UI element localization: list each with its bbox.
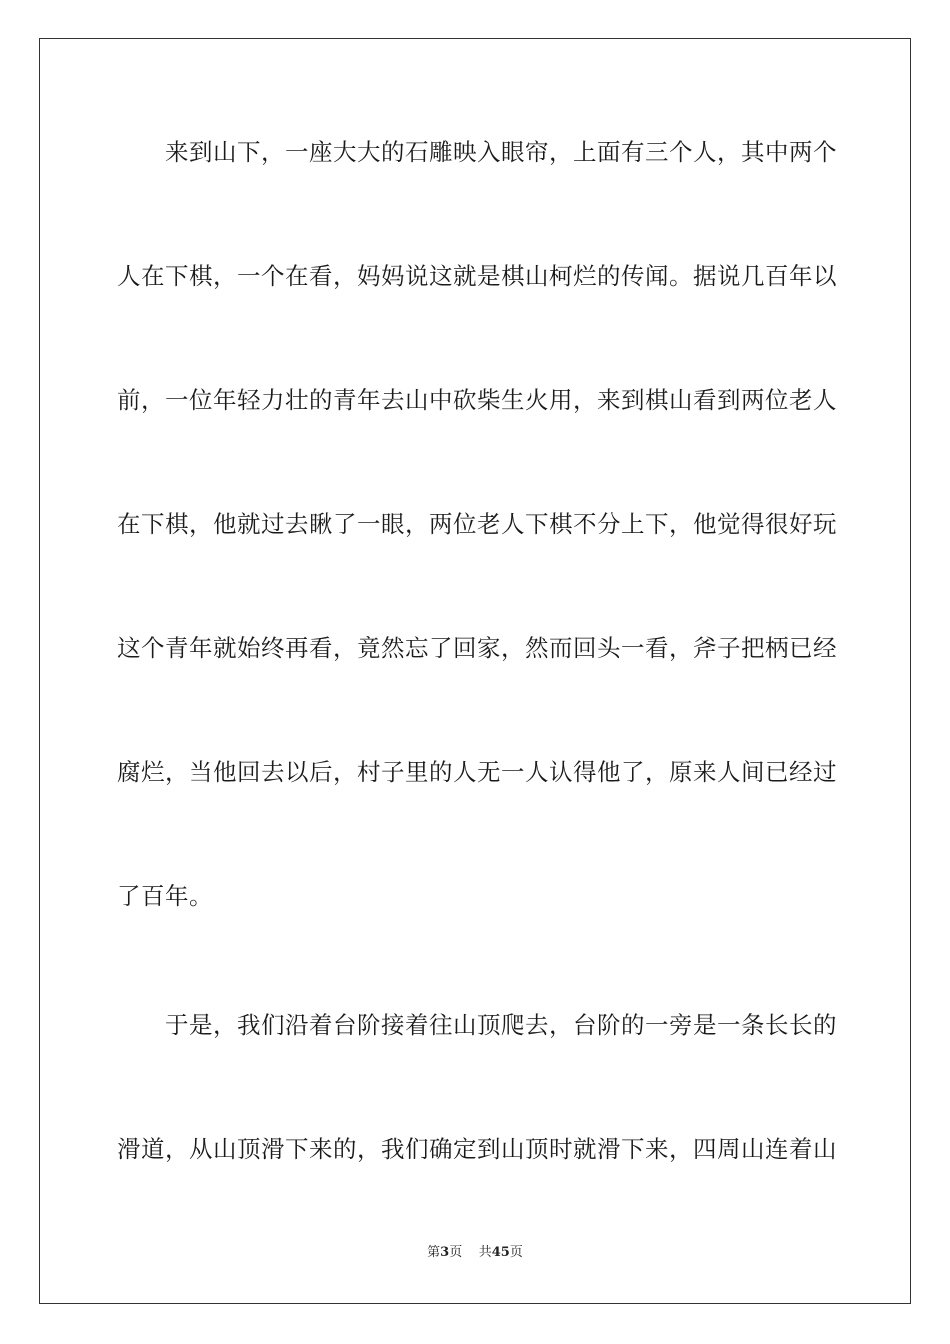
paragraph-1-line-4: 在下棋，他就过去瞅了一眼，两位老人下棋不分上下，他觉得很好玩: [117, 510, 837, 538]
page-number: 3: [440, 1245, 450, 1260]
paragraph-1-line-7: 了百年。: [117, 882, 213, 910]
paragraph-1-line-1: 来到山下，一座大大的石雕映入眼帘，上面有三个人，其中两个: [165, 138, 837, 166]
paragraph-1-line-5: 这个青年就始终再看，竟然忘了回家，然而回头一看，斧子把柄已经: [117, 634, 837, 662]
total-suffix: 页: [509, 1245, 523, 1260]
paragraph-1-line-2: 人在下棋，一个在看，妈妈说这就是棋山柯烂的传闻。据说几百年以: [117, 262, 837, 290]
page-border: [39, 38, 911, 1304]
total-prefix: 共: [478, 1245, 492, 1260]
page-suffix: 页: [449, 1245, 463, 1260]
total-pages: 45: [491, 1245, 510, 1260]
paragraph-1-line-3: 前，一位年轻力壮的青年去山中砍柴生火用，来到棋山看到两位老人: [117, 386, 837, 414]
page-prefix: 第: [427, 1245, 441, 1260]
page-footer: [0, 1244, 950, 1262]
paragraph-2-line-2: 滑道，从山顶滑下来的，我们确定到山顶时就滑下来，四周山连着山: [117, 1135, 837, 1163]
paragraph-1-line-6: 腐烂，当他回去以后，村子里的人无一人认得他了，原来人间已经过: [117, 758, 837, 786]
paragraph-2-line-1: 于是，我们沿着台阶接着往山顶爬去，台阶的一旁是一条长长的: [165, 1011, 837, 1039]
